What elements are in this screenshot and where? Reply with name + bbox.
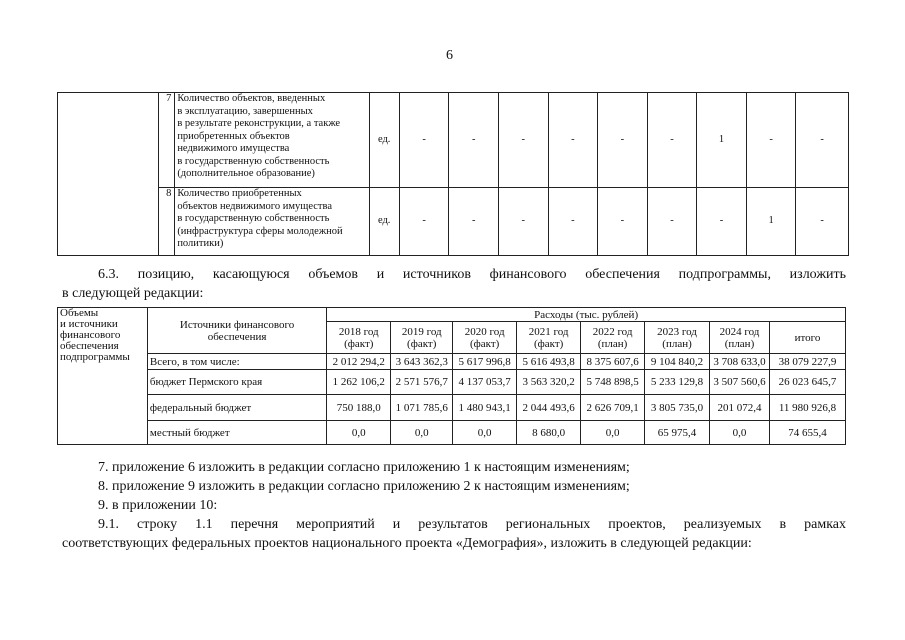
year-label: 2023 год (657, 325, 697, 338)
value-cell: - (697, 188, 747, 256)
year-kind: (факт) (344, 337, 374, 350)
value-cell: - (796, 188, 849, 256)
paragraph-line: 9.1. строку 1.1 перечня мероприятий и результатов региональных проектов, реализуемых в рамках (98, 517, 846, 532)
value-cell: - (598, 188, 648, 256)
value-cell: 4 137 053,7 (453, 370, 517, 395)
row-header-line: подпрограммы (60, 351, 130, 363)
paragraph-6-3 (62, 265, 846, 303)
row-header-line: и источники (60, 318, 118, 330)
value-cell: 1 (746, 188, 796, 256)
value-cell: - (746, 93, 796, 188)
value-cell: 0,0 (453, 421, 517, 445)
year-kind: (план) (597, 337, 628, 350)
value-cell: 26 023 645,7 (770, 370, 846, 395)
item-9-1 (62, 515, 846, 553)
value-cell: 3 643 362,3 (391, 354, 453, 370)
value-cell: - (647, 188, 697, 256)
year-label: 2024 год (719, 325, 760, 338)
year-header (710, 322, 770, 354)
row-header-line: обеспечения (60, 340, 119, 352)
value-cell: 2 626 709,1 (581, 395, 645, 421)
value-cell: 3 507 560,6 (710, 370, 770, 395)
header-line: обеспечения (207, 330, 267, 343)
header-line: Источники финансового (179, 318, 295, 331)
year-label: 2022 год (592, 325, 633, 338)
name-line: в государственную собственность (177, 213, 330, 224)
year-kind: (факт) (533, 337, 564, 350)
name-line: (инфраструктура сферы молодежной (177, 225, 343, 237)
indicator-name (175, 93, 369, 188)
unit-cell: ед. (369, 93, 399, 188)
value-cell: 2 044 493,6 (517, 395, 581, 421)
year-header (645, 322, 710, 354)
value-cell: - (548, 93, 598, 188)
year-label: 2021 год (528, 325, 569, 338)
table-row (58, 93, 849, 188)
source-cell: бюджет Пермского края (147, 370, 326, 395)
value-cell: 74 655,4 (770, 421, 846, 445)
value-cell: 3 708 633,0 (710, 354, 770, 370)
year-kind: (факт) (470, 337, 500, 350)
name-line: в государственную собственность (177, 155, 330, 167)
row-number: 8 (159, 188, 175, 256)
name-line: в результате реконструкции, а также (177, 118, 341, 129)
year-label: 2018 год (338, 325, 379, 338)
value-cell: 1 262 106,2 (327, 370, 391, 395)
value-cell: 5 748 898,5 (581, 370, 645, 395)
year-kind: (план) (662, 337, 692, 350)
value-cell: - (449, 188, 499, 256)
name-line: недвижимого имущества (177, 143, 290, 154)
row-header-line: Объемы (60, 307, 99, 319)
value-cell: 750 188,0 (327, 395, 391, 421)
table-row (58, 370, 846, 395)
row-header-cell (58, 308, 148, 445)
indicators-table (57, 92, 849, 256)
unit-cell: ед. (369, 188, 399, 256)
value-cell: 5 617 996,8 (453, 354, 517, 370)
value-cell: 65 975,4 (645, 421, 710, 445)
value-cell: - (399, 93, 449, 188)
paragraph-line: 6.3. позицию, касающуюся объемов и источников финансового обеспечения подпрограммы, изложить (98, 267, 846, 282)
value-cell: 3 805 735,0 (645, 395, 710, 421)
name-line: (дополнительное образование) (177, 168, 315, 179)
indicator-name (175, 188, 369, 256)
value-cell: - (498, 93, 548, 188)
value-cell: - (498, 188, 548, 256)
value-cell: 0,0 (391, 421, 453, 445)
value-cell: - (449, 93, 499, 188)
empty-cell (58, 93, 159, 256)
source-cell: местный бюджет (147, 421, 326, 445)
value-cell: 8 375 607,6 (581, 354, 645, 370)
value-cell: 3 563 320,2 (517, 370, 581, 395)
value-cell: 8 680,0 (517, 421, 581, 445)
year-header (517, 322, 581, 354)
value-cell: 11 980 926,8 (770, 395, 846, 421)
table-row (58, 188, 849, 256)
table-row (58, 395, 846, 421)
year-header (391, 322, 453, 354)
name-line: Количество приобретенных (177, 188, 302, 199)
item-9: 9. в приложении 10: (98, 498, 218, 513)
name-line: Количество объектов, введенных (177, 93, 326, 104)
item-7: 7. приложение 6 изложить в редакции согласно приложению 1 к настоящим изменениям; (98, 460, 630, 475)
name-line: в эксплуатацию, завершенных (177, 105, 313, 117)
value-cell: - (548, 188, 598, 256)
year-kind: (план) (724, 337, 755, 350)
value-cell: 1 (697, 93, 747, 188)
value-cell: 9 104 840,2 (645, 354, 710, 370)
value-cell: 5 616 493,8 (517, 354, 581, 370)
value-cell: 0,0 (327, 421, 391, 445)
year-kind: (факт) (407, 337, 437, 350)
source-cell: федеральный бюджет (147, 395, 326, 421)
finance-table (57, 307, 846, 445)
paragraph-line: в следующей редакции: (62, 286, 204, 301)
table-row (58, 354, 846, 370)
total-header: итого (770, 322, 846, 354)
source-cell: Всего, в том числе: (147, 354, 326, 370)
value-cell: 201 072,4 (710, 395, 770, 421)
value-cell: - (399, 188, 449, 256)
expenses-header: Расходы (тыс. рублей) (327, 308, 846, 322)
sources-header (147, 308, 326, 354)
value-cell: 2 571 576,7 (391, 370, 453, 395)
value-cell: - (647, 93, 697, 188)
paragraph-line: соответствующих федеральных проектов национального проекта «Демография», изложить в следующей редакции: (62, 536, 752, 551)
value-cell: 5 233 129,8 (645, 370, 710, 395)
table-header-row (58, 308, 846, 322)
value-cell: 0,0 (710, 421, 770, 445)
value-cell: 2 012 294,2 (327, 354, 391, 370)
item-8: 8. приложение 9 изложить в редакции согласно приложению 2 к настоящим изменениям; (98, 479, 630, 494)
year-header (453, 322, 517, 354)
table-row (58, 421, 846, 445)
value-cell: 38 079 227,9 (770, 354, 846, 370)
value-cell: 1 480 943,1 (453, 395, 517, 421)
page-number: 6 (446, 48, 453, 63)
year-label: 2019 год (401, 325, 442, 338)
row-number: 7 (159, 93, 175, 188)
name-line: объектов недвижимого имущества (177, 200, 332, 212)
year-label: 2020 год (464, 325, 505, 338)
value-cell: 1 071 785,6 (391, 395, 453, 421)
year-header (581, 322, 645, 354)
name-line: приобретенных объектов (177, 130, 290, 142)
name-line: политики) (177, 238, 224, 249)
value-cell: 0,0 (581, 421, 645, 445)
value-cell: - (598, 93, 648, 188)
row-header-line: финансового (60, 329, 121, 341)
value-cell: - (796, 93, 849, 188)
year-header (327, 322, 391, 354)
